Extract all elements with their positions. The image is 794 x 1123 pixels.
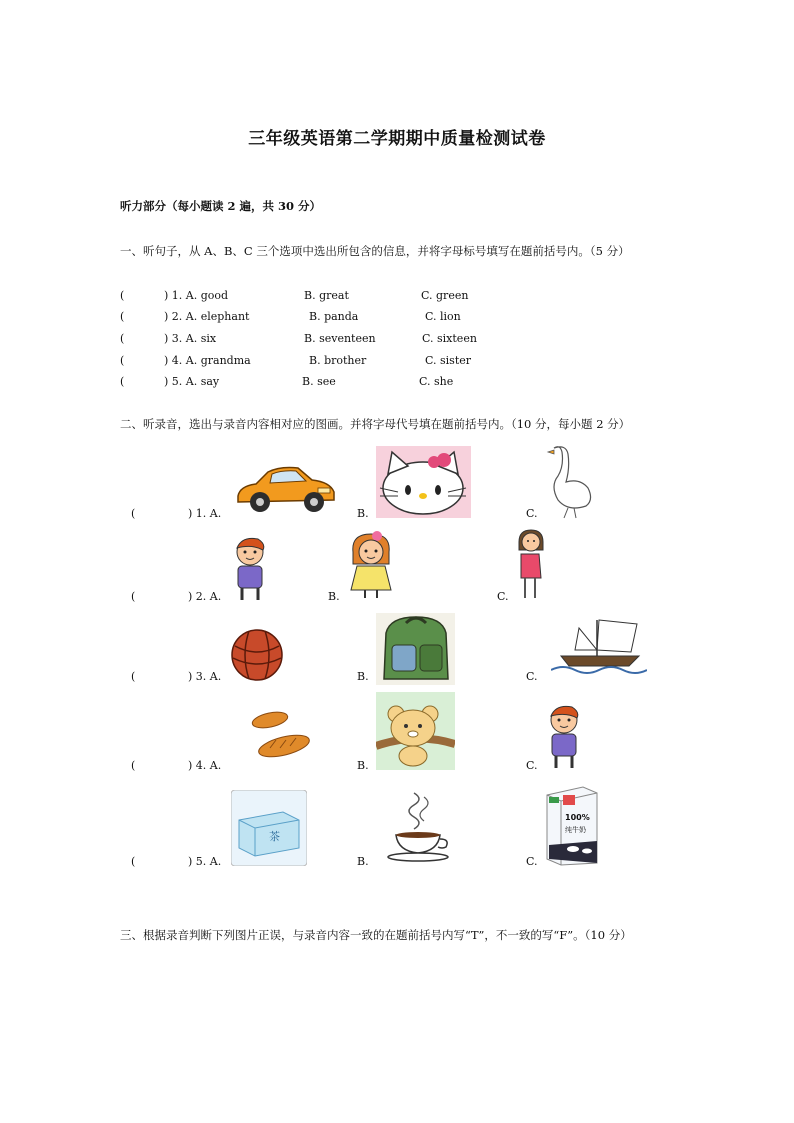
part1-q3-option-b: B. seventeen [304,332,376,345]
part1-q5-open: ( [120,375,125,388]
part1-q1-option-b: B. great [304,289,349,302]
part2-q3-label-a: ) 3. A. [188,670,222,683]
part1-heading: 一、听句子，从 A、B、C 三个选项中选出所包含的信息，并将字母标号填写在题前括号内。（5 分） [120,244,630,258]
part1-q5-option-a: ) 5. A. say [164,375,220,388]
milk-carton-icon [543,783,599,867]
part1-q2-open: ( [120,310,125,323]
part1-q4-option-a: ) 4. A. grandma [164,354,251,367]
part2-q5-label-b: B. [357,855,369,868]
part1-q1-open: ( [120,289,125,302]
part2-q2-label-a: ) 2. A. [188,590,222,603]
part1-q5-option-c: C. she [419,375,454,388]
part2-q3-open: ( [131,670,136,683]
part2-q5-label-c: C. [526,855,538,868]
milk-carton-sub-label: 纯牛奶 [565,826,586,834]
part1-q1-option-a: ) 1. A. good [164,289,229,302]
part2-q1-open: ( [131,507,136,520]
part2-q3-label-b: B. [357,670,369,683]
part2-heading: 二、听录音，选出与录音内容相对应的图画。并将字母代号填在题前括号内。（10 分，每小题 2 分） [120,417,631,431]
part2-q4-open: ( [131,759,136,772]
listening-section-label: 听力部分（每小题读 2 遍，共 30 分） [120,199,322,213]
bread-icon [250,708,312,760]
part1-q5-option-b: B. see [302,375,336,388]
part2-q4-label-c: C. [526,759,538,772]
part1-q3-option-a: ) 3. A. six [164,332,217,345]
part2-q5-open: ( [131,855,136,868]
part2-q4-label-b: B. [357,759,369,772]
part2-q2-open: ( [131,590,136,603]
part1-q3-open: ( [120,332,125,345]
part1-q2-option-c: C. lion [425,310,461,323]
hello-kitty-icon [376,446,471,518]
part1-q1-option-c: C. green [421,289,469,302]
tea-box-icon [231,790,307,866]
part2-q4-label-a: ) 4. A. [188,759,222,772]
part2-q2-label-c: C. [497,590,509,603]
part1-q3-option-c: C. sixteen [422,332,477,345]
goose-icon [540,442,596,520]
boy-icon [228,536,274,602]
boy-icon [542,704,588,770]
part2-q5-label-a: ) 5. A. [188,855,222,868]
tea-box-text: 茶 [269,830,280,843]
part2-q2-label-b: B. [328,590,340,603]
ball-icon [229,628,285,682]
milk-carton-label: 100% [565,813,590,822]
boat-icon [551,616,647,676]
part2-q1-label-a: ) 1. A. [188,507,222,520]
part1-q4-option-c: C. sister [425,354,472,367]
coffee-cup-icon [384,789,452,863]
part1-q2-option-b: B. panda [309,310,359,323]
girl-icon [347,530,395,600]
part1-q4-open: ( [120,354,125,367]
page-title: 三年级英语第二学期期中质量检测试卷 [248,129,546,149]
part2-q1-label-c: C. [526,507,538,520]
bear-icon [376,692,455,770]
part1-q4-option-b: B. brother [309,354,367,367]
car-icon [232,460,338,516]
part2-q3-label-c: C. [526,670,538,683]
part2-q1-label-b: B. [357,507,369,520]
woman-icon [513,528,547,600]
part3-heading: 三、根据录音判断下列图片正误，与录音内容一致的在题前括号内写“T”，不一致的写“F”。（10 分） [120,928,632,942]
part1-q2-option-a: ) 2. A. elephant [164,310,250,323]
backpack-icon [376,613,455,685]
